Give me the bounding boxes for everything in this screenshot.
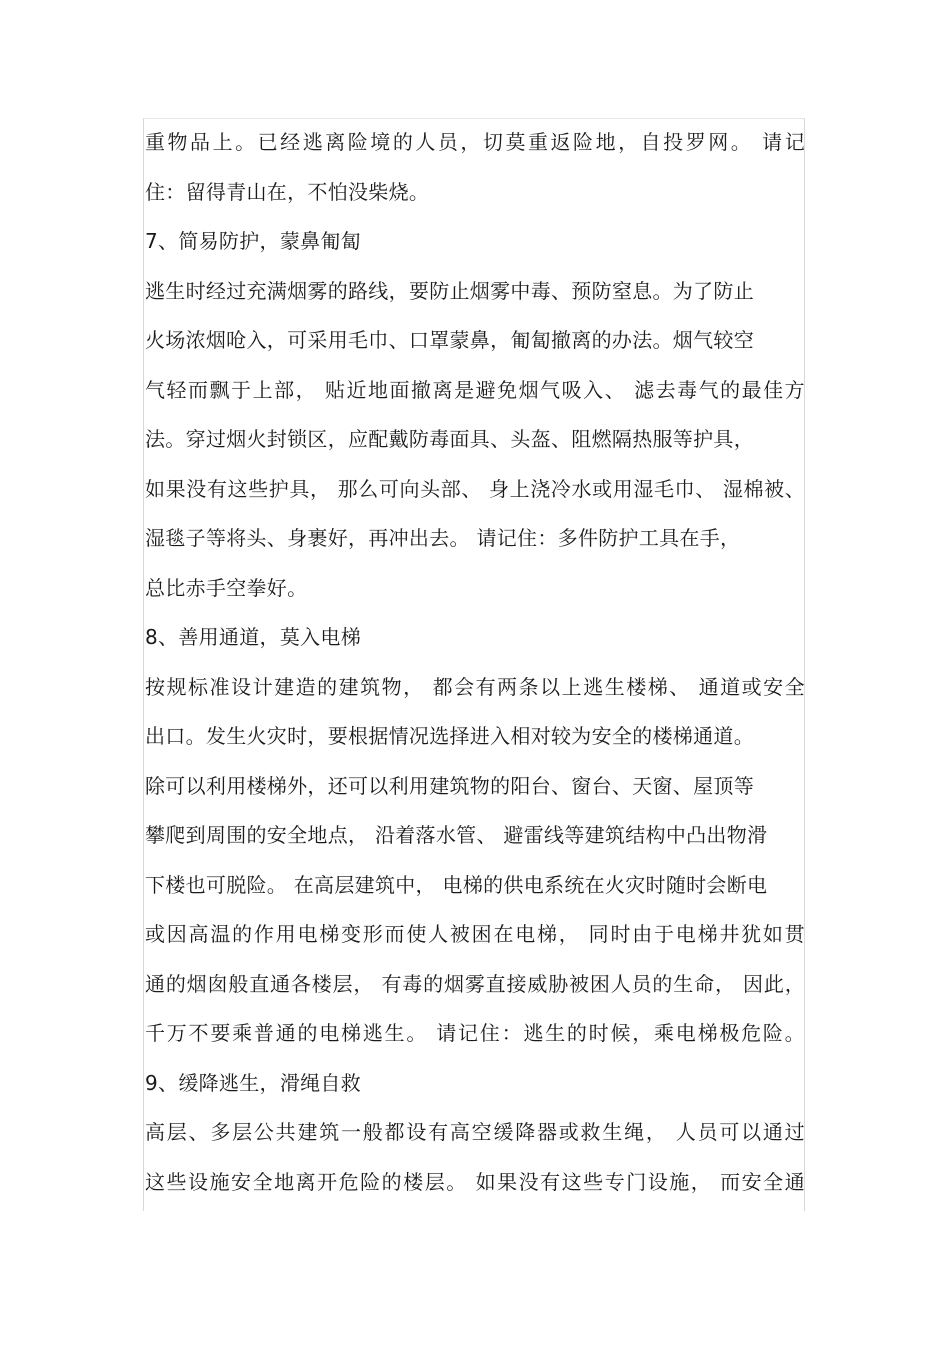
- text-line: 气轻而飘于上部， 贴近地面撤离是避免烟气吸入、 滤去毒气的最佳方: [145, 377, 805, 402]
- text-line: 按规标准设计建造的建筑物， 都会有两条以上逃生楼梯、 通道或安全: [145, 674, 805, 699]
- text-line: 住：留得青山在，不怕没柴烧。: [145, 179, 430, 204]
- text-line: 这些设施安全地离开危险的楼层。 如果没有这些专门设施， 而安全通: [145, 1169, 805, 1194]
- text-line: 9、缓降逃生，滑绳自救: [145, 1070, 362, 1095]
- text-line: 总比赤手空拳好。: [145, 575, 308, 600]
- text-line: 8、善用通道，莫入电梯: [145, 625, 362, 649]
- text-line: 如果没有这些护具， 那么可向头部、 身上浇冷水或用湿毛巾、 湿棉被、: [145, 476, 805, 501]
- text-line: 湿毯子等将头、身裹好，再冲出去。 请记住：多件防护工具在手，: [145, 526, 741, 550]
- text-line: 高层、多层公共建筑一般都设有高空缓降器或救生绳， 人员可以通过: [145, 1120, 805, 1144]
- text-line: 除可以利用楼梯外，还可以利用建筑物的阳台、窗台、天窗、屋顶等: [145, 773, 754, 798]
- text-line: 火场浓烟呛入，可采用毛巾、口罩蒙鼻，匍匐撤离的办法。烟气较空: [145, 328, 754, 352]
- text-line: 7、简易防护，蒙鼻匍匐: [145, 229, 362, 253]
- text-line: 出口。发生火灾时，要根据情况选择进入相对较为安全的楼梯通道。: [145, 724, 754, 748]
- text-line: 千万不要乘普通的电梯逃生。 请记住：逃生的时候，乘电梯极危险。: [145, 1021, 805, 1045]
- text-line: 通的烟囱般直通各楼层， 有毒的烟雾直接威胁被困人员的生命， 因此，: [145, 971, 805, 996]
- text-line: 或因高温的作用电梯变形而使人被困在电梯， 同时由于电梯井犹如贯: [145, 922, 805, 946]
- document-body: [145, 118, 805, 1207]
- text-line: 法。穿过烟火封锁区，应配戴防毒面具、头盔、阻燃隔热服等护具，: [145, 427, 754, 451]
- text-line: 下楼也可脱险。 在高层建筑中， 电梯的供电系统在火灾时随时会断电: [145, 872, 768, 897]
- text-line: 逃生时经过充满烟雾的路线，要防止烟雾中毒、预防窒息。为了防止: [145, 278, 754, 303]
- text-line: 重物品上。已经逃离险境的人员，切莫重返险地，自投罗网。 请记: [145, 130, 805, 154]
- text-line: 攀爬到周围的安全地点， 沿着落水管、 避雷线等建筑结构中凸出物滑: [145, 823, 768, 847]
